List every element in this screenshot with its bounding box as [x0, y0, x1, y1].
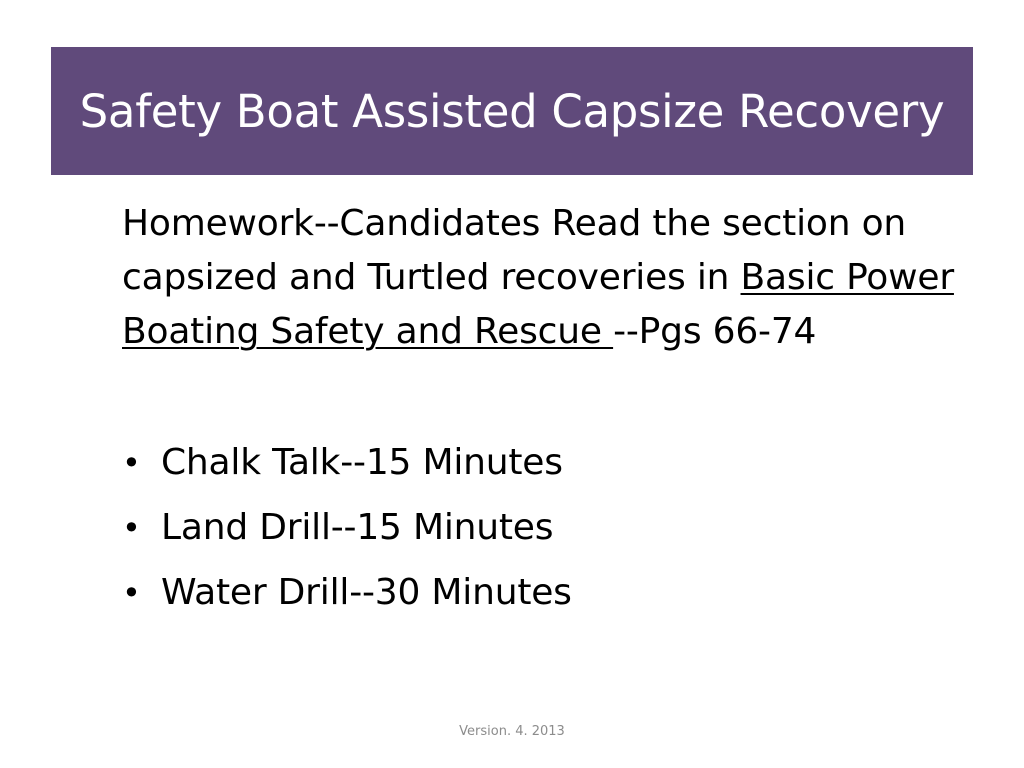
bullet-icon: •: [122, 574, 141, 612]
list-item-label: Water Drill--30 Minutes: [161, 572, 572, 613]
list-item: [122, 436, 572, 490]
bullet-icon: •: [122, 509, 141, 547]
slide-title: Safety Boat Assisted Capsize Recovery: [79, 84, 945, 138]
title-banner: [51, 47, 973, 175]
schedule-list: [122, 436, 572, 631]
list-item: [122, 566, 572, 620]
list-item: [122, 501, 572, 555]
bullet-icon: •: [122, 444, 141, 482]
homework-text: Homework--Candidates Read the section on capsized and Turtled recoveries in: [122, 203, 907, 298]
version-footer: Version. 4. 2013: [459, 724, 565, 739]
list-item-label: Land Drill--15 Minutes: [161, 507, 554, 548]
homework-paragraph: [122, 197, 967, 359]
book-title: Basic Power Boating Safety and Rescue: [122, 257, 954, 352]
homework-pages: --Pgs 66-74: [613, 311, 817, 352]
list-item-label: Chalk Talk--15 Minutes: [161, 442, 563, 483]
